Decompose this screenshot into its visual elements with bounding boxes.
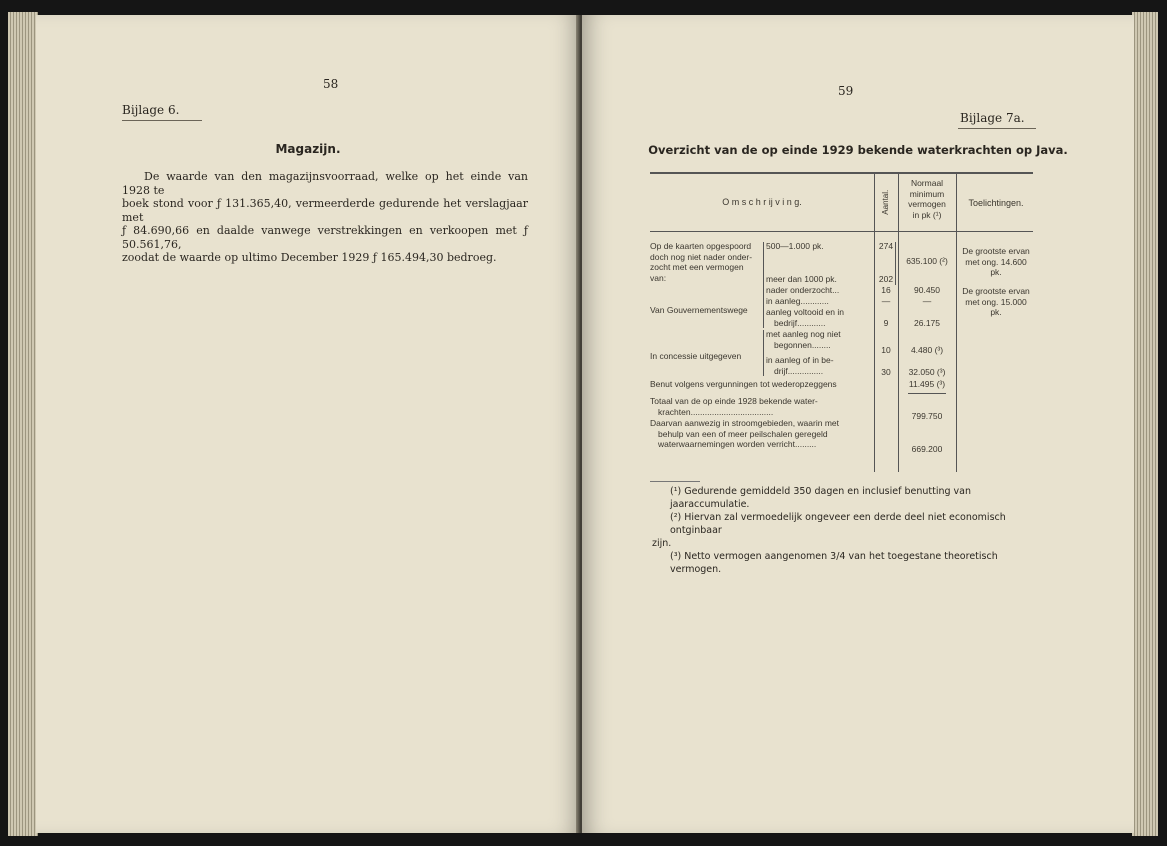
label-line: behulp van een of meer peilschalen geregeld xyxy=(658,428,828,439)
paragraph-line: De waarde van den magazijnsvoorraad, welke op het einde van 1928 te xyxy=(122,170,528,197)
right-page xyxy=(582,15,1134,833)
header-omschrijving: O m s c h r ij v i n g. xyxy=(722,197,802,207)
toelichting-line: De grootste ervan xyxy=(962,286,1030,296)
label-line: Totaal van de op einde 1928 bekende water- xyxy=(650,396,818,406)
paragraph xyxy=(122,170,528,265)
section-title: Magazijn. xyxy=(275,142,341,156)
bracket xyxy=(895,242,896,285)
cell-aanleg-count: — xyxy=(881,296,891,306)
cell-range2: meer dan 1000 pk. xyxy=(766,274,837,284)
table-top-rule xyxy=(650,172,1033,174)
footnote-3: (³) Netto vermogen aangenomen 3/4 van het toegestane theoretisch vermogen. xyxy=(670,551,998,575)
cell-niet-begonnen xyxy=(766,329,841,350)
header-vermogen-line: Normaal xyxy=(910,178,944,188)
label-line: begonnen........ xyxy=(774,339,831,350)
footnote-2: (²) Hiervan zal vermoedelijk ongeveer een derde deel niet economisch ontginbaar xyxy=(670,512,1006,536)
cell-range-vermogen: 635.100 (²) xyxy=(906,256,948,266)
cell-range1: 500—1.000 pk. xyxy=(766,241,824,251)
footnotes xyxy=(652,485,1042,576)
cell-nader: nader onderzocht... xyxy=(766,285,840,295)
cell-range2-count: 202 xyxy=(878,274,894,284)
label-line: aanleg voltooid en in xyxy=(766,307,844,317)
bijlage-label: Bijlage 7a. xyxy=(960,111,1025,125)
bijlage-label: Bijlage 6. xyxy=(122,103,180,117)
label-line: Op de kaarten opgespoord xyxy=(650,241,752,251)
paragraph-line: ƒ 84.690,66 en daalde vanwege verstrekkingen en verkoopen met ƒ 50.561,76, xyxy=(122,224,528,251)
label-line: zocht met een vermogen xyxy=(650,262,744,272)
toelichting-line: pk. xyxy=(990,267,1002,277)
cell-in-bedrijf xyxy=(766,355,834,376)
paragraph-line: boek stond voor ƒ 131.365,40, vermeerderde gedurende het verslagjaar met xyxy=(122,197,528,224)
row-label-benut: Benut volgens vergunningen tot wederopzeggens xyxy=(650,379,837,389)
row-label-gouvernement: Van Gouvernementswege xyxy=(650,305,748,315)
label-line: in aanleg of in be- xyxy=(766,355,834,365)
header-vermogen xyxy=(898,178,956,220)
toelichting-2 xyxy=(956,286,1036,318)
label-line: doch nog niet nader onder- xyxy=(650,251,753,262)
header-toelichtingen: Toelichtingen. xyxy=(968,198,1024,208)
row-label-daarvan xyxy=(650,418,839,450)
cell-range1-count: 274 xyxy=(878,241,894,251)
cell-nader-vermogen: 90.450 xyxy=(914,285,940,295)
paragraph-line: zoodat de waarde op ultimo December 1929 ƒ 165.494,30 bedroeg. xyxy=(122,251,497,264)
page-number: 59 xyxy=(838,84,854,98)
table-title: Overzicht van de op einde 1929 bekende waterkrachten op Java. xyxy=(648,143,1068,157)
footnote-rule xyxy=(650,481,700,482)
left-page xyxy=(36,15,580,833)
cell-totaal-vermogen: 799.750 xyxy=(911,411,943,421)
label-line: drijf............... xyxy=(774,365,824,376)
label-line: van: xyxy=(650,272,667,283)
bracket xyxy=(763,286,764,328)
bijlage-underline xyxy=(122,120,202,121)
cell-niet-begonnen-count: 10 xyxy=(881,345,891,355)
header-vermogen-line: vermogen xyxy=(908,199,946,209)
sum-rule xyxy=(908,393,946,394)
cell-aanleg: in aanleg............ xyxy=(766,296,829,306)
footnote-1: (¹) Gedurende gemiddeld 350 dagen en inclusief benutting van jaaraccumulatie. xyxy=(670,486,972,510)
cell-benut-vermogen: 11.495 (³) xyxy=(908,379,946,389)
bracket xyxy=(763,330,764,376)
label-line: Daarvan aanwezig in stroomgebieden, waarin met xyxy=(650,418,839,428)
toelichting-1 xyxy=(956,246,1036,278)
label-line: krachten................................... xyxy=(658,406,774,417)
header-aantal: Aantal. xyxy=(880,189,890,215)
header-bottom-rule xyxy=(650,231,1033,232)
row-label-op-de-kaarten xyxy=(650,241,752,283)
header-vermogen-line: minimum xyxy=(909,188,945,199)
toelichting-line: met ong. 15.000 xyxy=(965,296,1027,307)
label-line: waterwaarnemingen worden verricht......... xyxy=(658,439,817,449)
header-vermogen-line: in pk (¹) xyxy=(912,209,942,220)
label-line: met aanleg nog niet xyxy=(766,329,841,339)
col-divider xyxy=(956,174,957,472)
cell-voltooid xyxy=(766,307,844,328)
toelichting-line: pk. xyxy=(990,307,1002,317)
row-label-concessie: In concessie uitgegeven xyxy=(650,351,742,361)
bracket xyxy=(763,242,764,286)
left-page-edges xyxy=(8,12,38,836)
bijlage-underline xyxy=(958,128,1036,129)
toelichting-line: met ong. 14.600 xyxy=(965,256,1027,267)
page-number: 58 xyxy=(323,77,339,91)
cell-voltooid-count: 9 xyxy=(883,318,889,328)
row-label-totaal xyxy=(650,396,818,417)
cell-in-bedrijf-count: 30 xyxy=(881,367,891,377)
cell-voltooid-vermogen: 26.175 xyxy=(914,318,940,328)
cell-daarvan-vermogen: 669.200 xyxy=(911,444,943,454)
label-line: bedrijf............ xyxy=(774,317,826,328)
right-page-edges xyxy=(1132,12,1158,836)
cell-nader-count: 16 xyxy=(881,285,891,295)
cell-aanleg-vermogen: — xyxy=(922,296,932,306)
cell-in-bedrijf-vermogen: 32.050 (³) xyxy=(908,367,946,377)
toelichting-line: De grootste ervan xyxy=(962,246,1030,256)
cell-niet-begonnen-vermogen: 4.480 (³) xyxy=(910,345,944,355)
footnote-2-cont: zijn. xyxy=(652,538,672,549)
